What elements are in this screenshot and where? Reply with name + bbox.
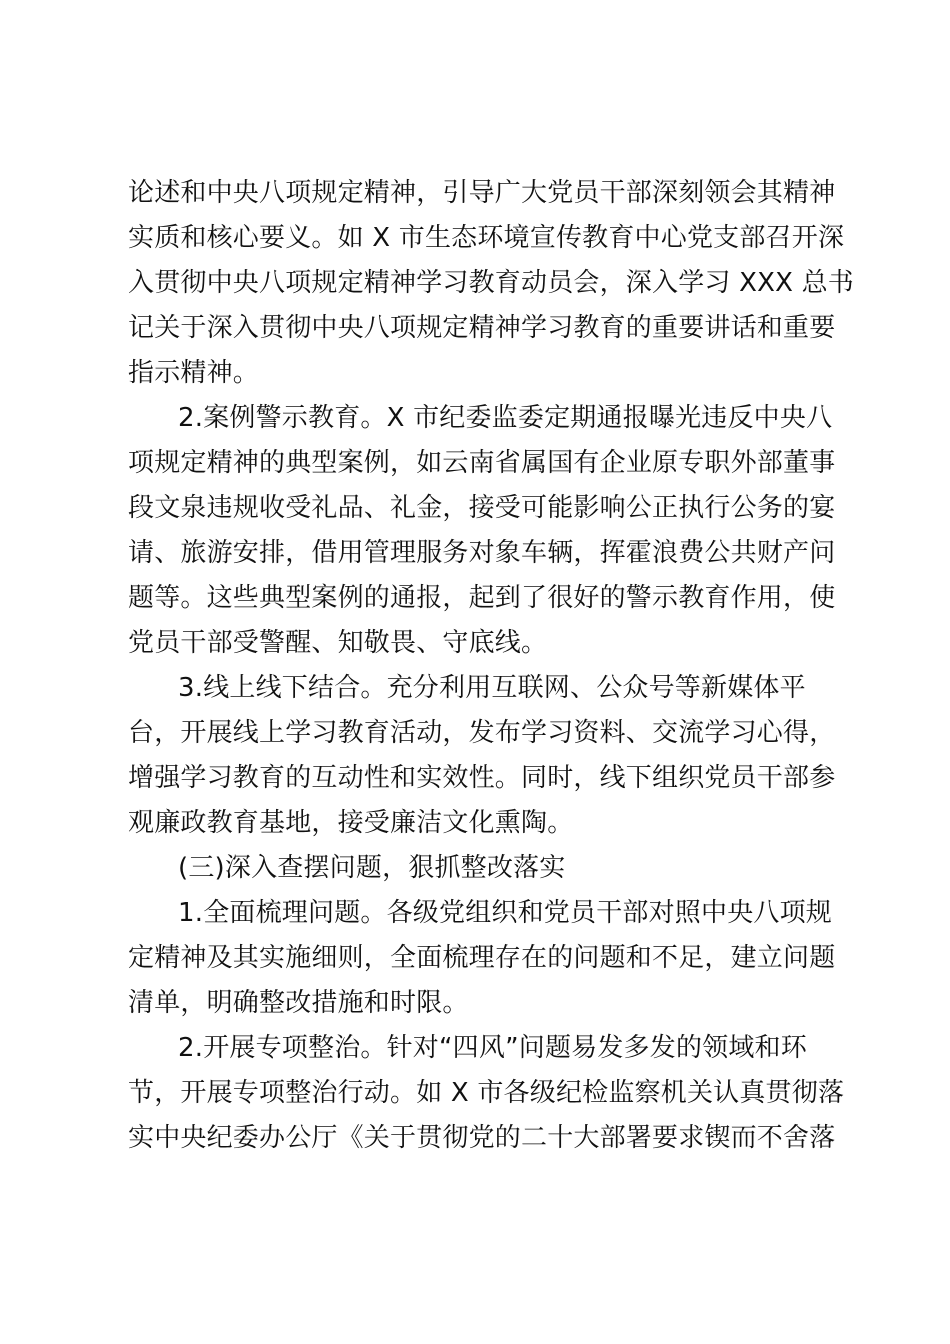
text-line: 入贯彻中央八项规定精神学习教育动员会，深入学习 XXX 总书 [128,268,854,298]
text-line: 项规定精神的典型案例，如云南省属国有企业原专职外部董事 [128,448,836,478]
paragraph-first-line: 2.案例警示教育。X 市纪委监委定期通报曝光违反中央八 [178,403,833,433]
text-line: 定精神及其实施细则，全面梳理存在的问题和不足，建立问题 [128,943,836,973]
paragraph-first-line: 3.线上线下结合。充分利用互联网、公众号等新媒体平 [178,673,806,703]
text-line: 党员干部受警醒、知敬畏、守底线。 [128,628,548,658]
text-line: 题等。这些典型案例的通报，起到了很好的警示教育作用，使 [128,583,836,613]
text-line: 请、旅游安排，借用管理服务对象车辆，挥霍浪费公共财产问 [128,538,836,568]
text-line: 段文泉违规收受礼品、礼金，接受可能影响公正执行公务的宴 [128,493,836,523]
paragraph-first-line: 1.全面梳理问题。各级党组织和党员干部对照中央八项规 [178,898,833,928]
paragraph-first-line: 2.开展专项整治。针对“四风”问题易发多发的领域和环 [178,1033,807,1063]
text-line: 台，开展线上学习教育活动，发布学习资料、交流学习心得， [128,718,836,748]
text-line: 增强学习教育的互动性和实效性。同时，线下组织党员干部参 [128,763,836,793]
text-line: 实质和核心要义。如 X 市生态环境宣传教育中心党支部召开深 [128,223,845,253]
text-line: 节，开展专项整治行动。如 X 市各级纪检监察机关认真贯彻落 [128,1078,845,1108]
text-line: 记关于深入贯彻中央八项规定精神学习教育的重要讲话和重要 [128,313,836,343]
text-line: 论述和中央八项规定精神，引导广大党员干部深刻领会其精神 [128,178,836,208]
text-line: 清单，明确整改措施和时限。 [128,988,469,1018]
text-line: 观廉政教育基地，接受廉洁文化熏陶。 [128,808,574,838]
section-heading: (三)深入查摆问题，狠抓整改落实 [178,853,566,883]
text-line: 实中央纪委办公厅《关于贯彻党的二十大部署要求锲而不舍落 [128,1123,836,1153]
text-line: 指示精神。 [128,358,260,388]
